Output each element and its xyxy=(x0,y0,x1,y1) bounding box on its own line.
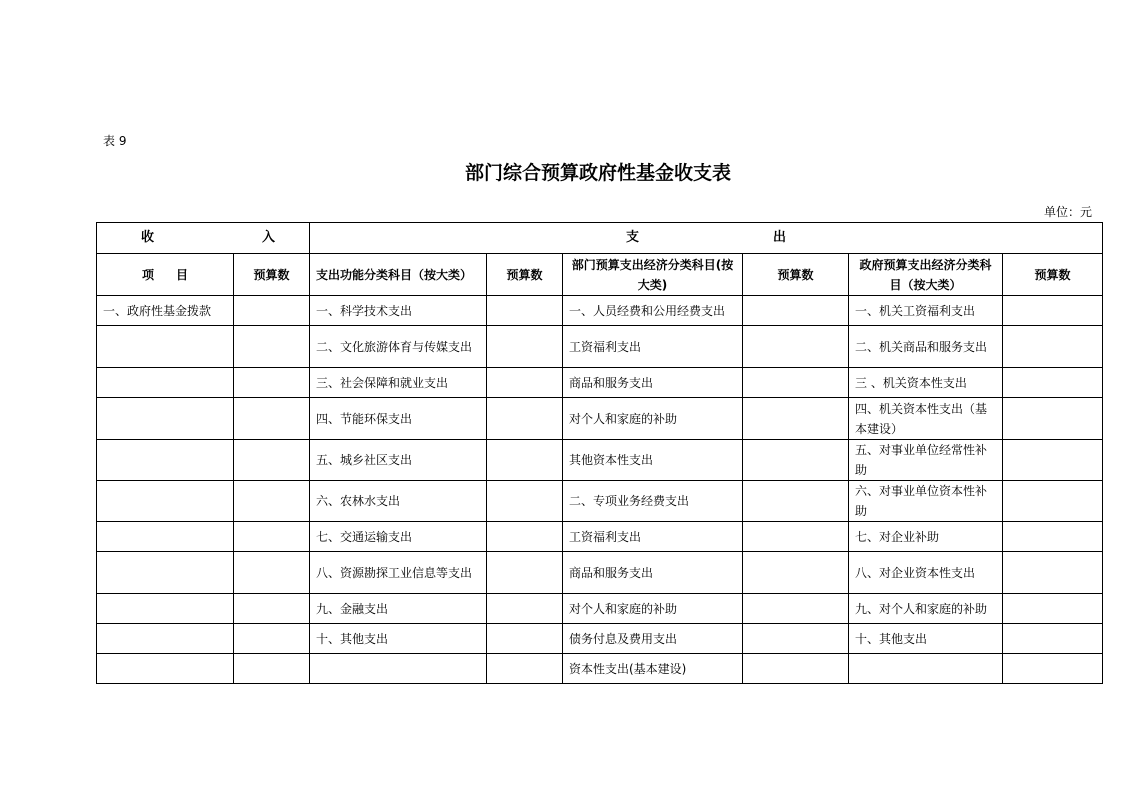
gov-econ-cell: 五、对事业单位经常性补助 xyxy=(849,440,1003,481)
func-class-cell: 四、节能环保支出 xyxy=(310,398,487,440)
func-class-cell: 九、金融支出 xyxy=(310,594,487,624)
budget-cell xyxy=(1003,552,1103,594)
income-item-cell xyxy=(97,368,234,398)
table-row xyxy=(97,624,1103,654)
budget-cell xyxy=(487,326,563,368)
header-budget-func: 预算数 xyxy=(487,254,563,296)
budget-cell xyxy=(487,552,563,594)
budget-cell xyxy=(743,654,849,684)
budget-cell xyxy=(1003,522,1103,552)
section-header-row xyxy=(97,223,1103,254)
income-header-char-1: 收 xyxy=(141,230,155,245)
unit-label: 单位：元 xyxy=(1043,205,1092,219)
budget-cell xyxy=(234,594,310,624)
dept-econ-cell: 二、专项业务经费支出 xyxy=(563,481,743,522)
expense-section-header xyxy=(310,223,1103,254)
income-item-cell xyxy=(97,654,234,684)
func-class-cell: 三、社会保障和就业支出 xyxy=(310,368,487,398)
func-class-cell: 六、农林水支出 xyxy=(310,481,487,522)
budget-cell xyxy=(1003,368,1103,398)
dept-econ-cell: 一、人员经费和公用经费支出 xyxy=(563,296,743,326)
budget-cell xyxy=(234,440,310,481)
budget-cell xyxy=(487,654,563,684)
dept-econ-cell: 工资福利支出 xyxy=(563,326,743,368)
budget-cell xyxy=(234,654,310,684)
budget-cell xyxy=(743,552,849,594)
income-item-cell xyxy=(97,552,234,594)
budget-cell xyxy=(743,481,849,522)
func-class-cell: 二、文化旅游体育与传媒支出 xyxy=(310,326,487,368)
expense-header-char-1: 支 xyxy=(626,230,640,245)
gov-econ-cell: 七、对企业补助 xyxy=(849,522,1003,552)
budget-cell xyxy=(234,481,310,522)
budget-cell xyxy=(743,594,849,624)
budget-cell xyxy=(234,398,310,440)
gov-econ-cell: 一、机关工资福利支出 xyxy=(849,296,1003,326)
header-func-class: 支出功能分类科目（按大类） xyxy=(310,254,487,296)
dept-econ-cell: 工资福利支出 xyxy=(563,522,743,552)
dept-econ-cell: 商品和服务支出 xyxy=(563,368,743,398)
dept-econ-cell: 对个人和家庭的补助 xyxy=(563,594,743,624)
table-number: 表 9 xyxy=(103,134,127,148)
column-header-row xyxy=(97,254,1103,296)
income-item-cell: 一、政府性基金拨款 xyxy=(97,296,234,326)
budget-cell xyxy=(234,552,310,594)
header-budget-income: 预算数 xyxy=(234,254,310,296)
table-row xyxy=(97,296,1103,326)
table-row xyxy=(97,368,1103,398)
table-row xyxy=(97,594,1103,624)
dept-econ-cell: 对个人和家庭的补助 xyxy=(563,398,743,440)
budget-cell xyxy=(1003,594,1103,624)
dept-econ-cell: 债务付息及费用支出 xyxy=(563,624,743,654)
header-item-char-2: 目 xyxy=(176,267,189,282)
budget-cell xyxy=(743,624,849,654)
budget-cell xyxy=(487,624,563,654)
table-row xyxy=(97,481,1103,522)
header-item xyxy=(97,254,234,296)
budget-cell xyxy=(1003,481,1103,522)
income-item-cell xyxy=(97,522,234,552)
budget-cell xyxy=(234,326,310,368)
budget-cell xyxy=(743,522,849,552)
budget-cell xyxy=(1003,624,1103,654)
budget-cell xyxy=(487,296,563,326)
budget-cell xyxy=(1003,654,1103,684)
header-dept-econ-class: 部门预算支出经济分类科目(按大类) xyxy=(563,254,743,296)
func-class-cell: 八、资源勘探工业信息等支出 xyxy=(310,552,487,594)
budget-cell xyxy=(234,368,310,398)
dept-econ-cell: 资本性支出(基本建设) xyxy=(563,654,743,684)
header-gov-econ-class: 政府预算支出经济分类科目（按大类） xyxy=(849,254,1003,296)
budget-cell xyxy=(234,522,310,552)
budget-cell xyxy=(743,440,849,481)
header-item-char-1: 项 xyxy=(141,267,154,282)
func-class-cell xyxy=(310,654,487,684)
gov-econ-cell xyxy=(849,654,1003,684)
budget-cell xyxy=(487,522,563,552)
budget-cell xyxy=(1003,398,1103,440)
table-row xyxy=(97,398,1103,440)
income-item-cell xyxy=(97,440,234,481)
gov-econ-cell: 九、对个人和家庭的补助 xyxy=(849,594,1003,624)
income-item-cell xyxy=(97,398,234,440)
budget-cell xyxy=(743,326,849,368)
budget-cell xyxy=(1003,296,1103,326)
table-row xyxy=(97,440,1103,481)
table-row xyxy=(97,326,1103,368)
income-item-cell xyxy=(97,624,234,654)
budget-table xyxy=(96,222,1103,684)
budget-cell xyxy=(234,296,310,326)
gov-econ-cell: 二、机关商品和服务支出 xyxy=(849,326,1003,368)
budget-cell xyxy=(1003,326,1103,368)
gov-econ-cell: 四、机关资本性支出（基本建设） xyxy=(849,398,1003,440)
table-row xyxy=(97,522,1103,552)
dept-econ-cell: 商品和服务支出 xyxy=(563,552,743,594)
budget-cell xyxy=(743,296,849,326)
budget-cell xyxy=(487,594,563,624)
budget-cell xyxy=(743,368,849,398)
income-item-cell xyxy=(97,594,234,624)
budget-cell xyxy=(487,440,563,481)
budget-cell xyxy=(487,398,563,440)
table-row xyxy=(97,552,1103,594)
func-class-cell: 五、城乡社区支出 xyxy=(310,440,487,481)
income-header-char-2: 入 xyxy=(261,230,275,245)
func-class-cell: 七、交通运输支出 xyxy=(310,522,487,552)
budget-cell xyxy=(743,398,849,440)
header-budget-dept: 预算数 xyxy=(743,254,849,296)
expense-header-char-2: 出 xyxy=(773,230,787,245)
budget-cell xyxy=(487,368,563,398)
table-row xyxy=(97,654,1103,684)
gov-econ-cell: 八、对企业资本性支出 xyxy=(849,552,1003,594)
income-item-cell xyxy=(97,326,234,368)
income-item-cell xyxy=(97,481,234,522)
dept-econ-cell: 其他资本性支出 xyxy=(563,440,743,481)
header-budget-gov: 预算数 xyxy=(1003,254,1103,296)
budget-cell xyxy=(487,481,563,522)
func-class-cell: 十、其他支出 xyxy=(310,624,487,654)
gov-econ-cell: 六、对事业单位资本性补助 xyxy=(849,481,1003,522)
budget-cell xyxy=(234,624,310,654)
page-title: 部门综合预算政府性基金收支表 xyxy=(464,162,731,184)
budget-cell xyxy=(1003,440,1103,481)
gov-econ-cell: 三 、机关资本性支出 xyxy=(849,368,1003,398)
gov-econ-cell: 十、其他支出 xyxy=(849,624,1003,654)
income-section-header xyxy=(97,223,310,254)
func-class-cell: 一、科学技术支出 xyxy=(310,296,487,326)
